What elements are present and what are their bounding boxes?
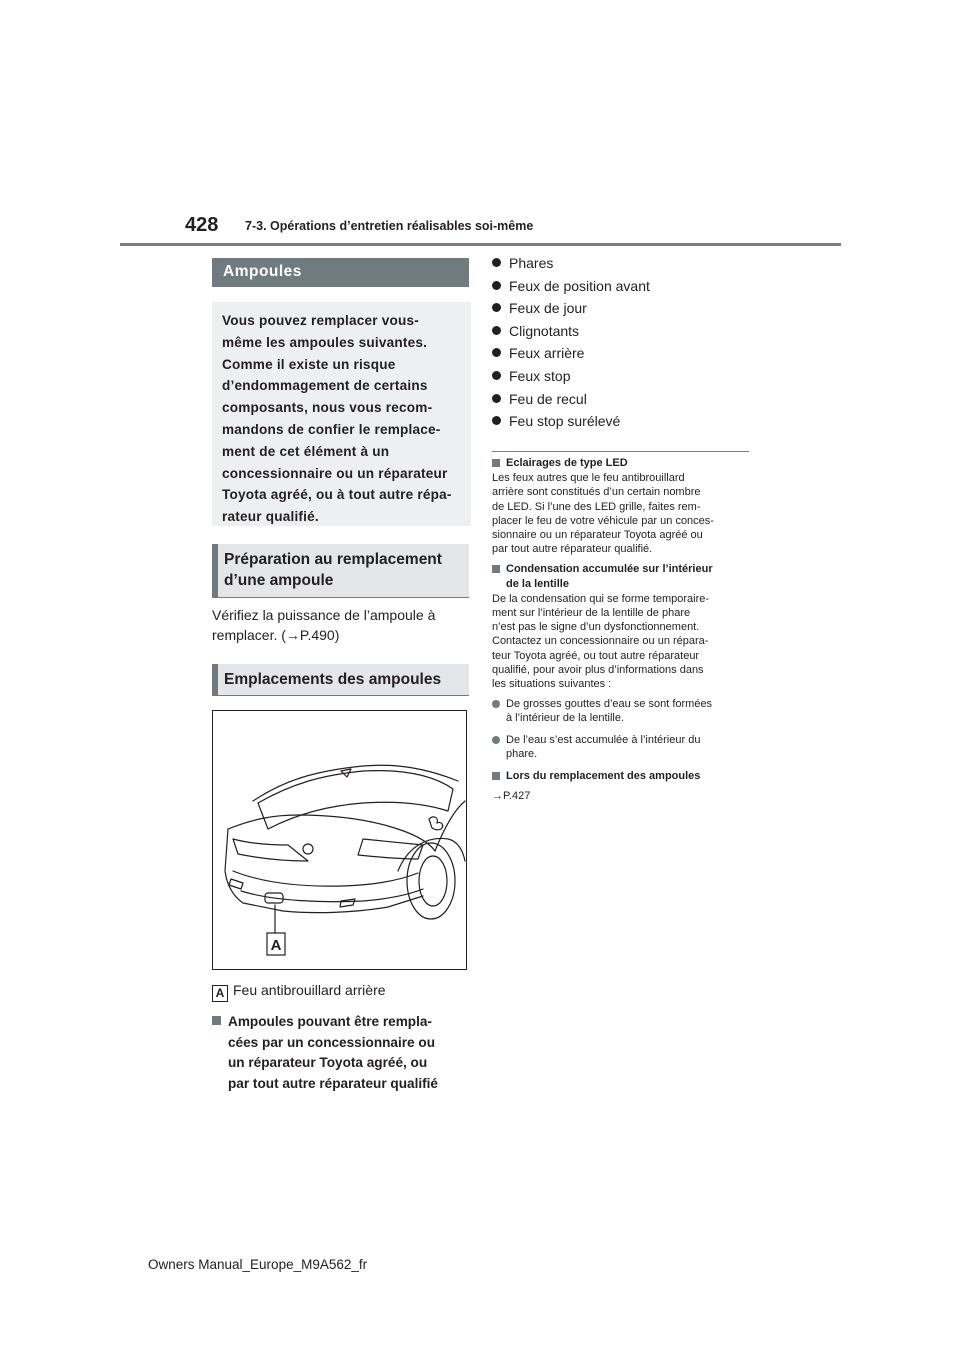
replaceable-heading-line: cées par un concessionnaire ou	[228, 1034, 435, 1050]
replaceable-heading-line: par tout autre réparateur qualifié	[228, 1075, 438, 1091]
note-line: à l’intérieur de la lentille.	[506, 712, 625, 725]
replacement-ref-link[interactable]: →P.427	[492, 790, 531, 803]
square-bullet-icon	[492, 565, 500, 573]
bulb-label: Feux de jour	[509, 300, 587, 317]
bullet-dot-icon	[492, 416, 501, 425]
fuel-cell-badge	[429, 817, 443, 830]
note-line: qualifié, pour avoir plus d’informations dans	[492, 663, 704, 676]
verify-paragraph	[212, 605, 470, 645]
bullet-dot-icon	[492, 394, 501, 403]
verify-line-link[interactable]: remplacer. (→P.490)	[212, 627, 340, 643]
emplacements-underline	[212, 695, 469, 696]
intro-line: ment de cet élément à un	[222, 443, 390, 459]
note-line: De grosses gouttes d’eau se sont formées	[506, 698, 713, 711]
trunk-lid	[228, 815, 435, 851]
note-line: De l’eau s’est accumulée à l’intérieur du	[506, 733, 701, 746]
note-line: arrière sont constitués d’un certain nombre	[492, 486, 701, 499]
replacement-note-title	[492, 769, 750, 783]
intro-line: concessionnaire ou un réparateur	[222, 465, 448, 481]
note-line: de LED. Si l’une des LED grille, faites rem-	[492, 500, 701, 513]
figure-caption	[212, 982, 386, 1002]
bumper-lower	[241, 889, 423, 902]
bullet-dot-icon	[492, 281, 501, 290]
header-divider	[120, 243, 841, 246]
condensation-title-line: de la lentille	[506, 577, 569, 590]
list-item	[492, 277, 752, 300]
reflector-right	[340, 899, 355, 907]
preparation-heading	[212, 544, 469, 597]
ampoules-heading: Ampoules	[212, 258, 469, 287]
notes-divider	[492, 451, 749, 452]
bullet-dot-icon	[492, 371, 501, 380]
note-line: sionnaire ou un réparateur Toyota agréé ou	[492, 529, 703, 542]
condensation-note-body	[492, 592, 750, 691]
roof-line	[253, 765, 458, 801]
footer-manual-id: Owners Manual_Europe_M9A562_fr	[148, 1257, 368, 1272]
section-title: 7-3. Opérations d’entretien réalisables soi-même	[245, 219, 534, 233]
bulb-label: Feu de recul	[509, 390, 587, 407]
car-rear-illustration	[212, 710, 467, 970]
bullet-dot-icon	[492, 258, 501, 267]
led-note-title-text: Eclairages de type LED	[506, 457, 628, 469]
verify-line: Vérifiez la puissance de l’ampoule à	[212, 607, 436, 623]
intro-box	[212, 302, 471, 526]
caption-text: Feu antibrouillard arrière	[233, 982, 386, 998]
emplacements-heading	[212, 664, 469, 695]
list-item	[492, 254, 752, 277]
condensation-bullet	[492, 733, 750, 761]
note-line: les situations suivantes :	[492, 678, 612, 691]
condensation-bullet	[492, 697, 750, 725]
list-item	[492, 412, 752, 435]
bulb-label: Phares	[509, 255, 554, 271]
note-line: ment sur l’intérieur de la lentille de phare	[492, 607, 691, 620]
note-line: Contactez un concessionnaire ou un répara-	[492, 635, 709, 648]
preparation-heading-line: d’une ampoule	[224, 572, 334, 589]
note-line: Les feux autres que le feu antibrouillard	[492, 472, 685, 485]
bulb-label: Clignotants	[509, 322, 580, 339]
bulb-label: Feux stop	[509, 367, 571, 384]
bulb-label: Feu stop surélevé	[509, 413, 621, 430]
circle-bullet-icon	[492, 736, 500, 744]
square-bullet-icon	[492, 459, 500, 467]
intro-line: même les ampoules suivantes.	[222, 334, 428, 350]
note-line: teur Toyota agréé, ou tout autre réparateur	[492, 649, 700, 662]
notes-section	[492, 456, 750, 803]
led-note-body	[492, 471, 750, 556]
rear-window	[258, 771, 453, 829]
intro-line: mandons de confier le remplace-	[222, 421, 441, 437]
circle-bullet-icon	[492, 700, 500, 708]
caption-badge: A	[212, 985, 228, 1002]
intro-line: d’endommagement de certains	[222, 378, 428, 394]
intro-line: Comme il existe un risque	[222, 356, 396, 372]
preparation-underline	[212, 597, 469, 598]
intro-line: rateur qualifié.	[222, 509, 319, 525]
bullet-dot-icon	[492, 326, 501, 335]
list-item	[492, 390, 752, 413]
condensation-title-line: Condensation accumulée sur l’intérieur	[506, 563, 713, 576]
car-rear-drawing	[213, 711, 466, 969]
bumper	[233, 871, 418, 886]
preparation-heading-line: Préparation au remplacement	[224, 551, 442, 568]
condensation-note-title	[492, 562, 750, 590]
wheel-inner	[419, 856, 447, 906]
square-bullet-icon	[492, 772, 500, 780]
note-line: placer le feu de votre véhicule par un conces-	[492, 514, 714, 527]
list-item	[492, 322, 752, 345]
bullet-dot-icon	[492, 303, 501, 312]
emplacements-heading-text: Emplacements des ampoules	[224, 671, 442, 688]
led-note-title	[492, 456, 750, 470]
list-item	[492, 299, 752, 322]
note-line: par tout autre réparateur qualifié.	[492, 543, 653, 556]
bulb-list	[492, 254, 752, 435]
tail-light-left	[233, 839, 308, 861]
replaceable-heading-line: un réparateur Toyota agréé, ou	[228, 1055, 428, 1070]
bulb-label: Feux arrière	[509, 345, 585, 362]
bullet-dot-icon	[492, 348, 501, 357]
reflector-left	[229, 879, 243, 889]
intro-line: Vous pouvez remplacer vous-	[222, 313, 420, 328]
square-bullet-icon	[212, 1016, 221, 1025]
list-item	[492, 344, 752, 367]
replaceable-heading	[212, 1012, 470, 1094]
emblem	[303, 844, 313, 854]
note-line: De la condensation qui se forme temporaire-	[492, 592, 710, 605]
replacement-note-title-text: Lors du remplacement des ampoules	[506, 770, 701, 783]
intro-line: composants, nous vous recom-	[222, 400, 433, 416]
intro-line: Toyota agréé, ou à tout autre répa-	[222, 487, 452, 503]
note-line: n’est pas le signe d’un dysfonctionnement.	[492, 621, 700, 634]
wheel	[407, 843, 455, 919]
list-item	[492, 367, 752, 390]
page-number: 428	[185, 214, 219, 236]
note-line: phare.	[506, 747, 538, 760]
replaceable-heading-line: Ampoules pouvant être rempla-	[228, 1014, 432, 1029]
callout-a-label: A	[270, 937, 282, 954]
bulb-label: Feux de position avant	[509, 277, 650, 294]
